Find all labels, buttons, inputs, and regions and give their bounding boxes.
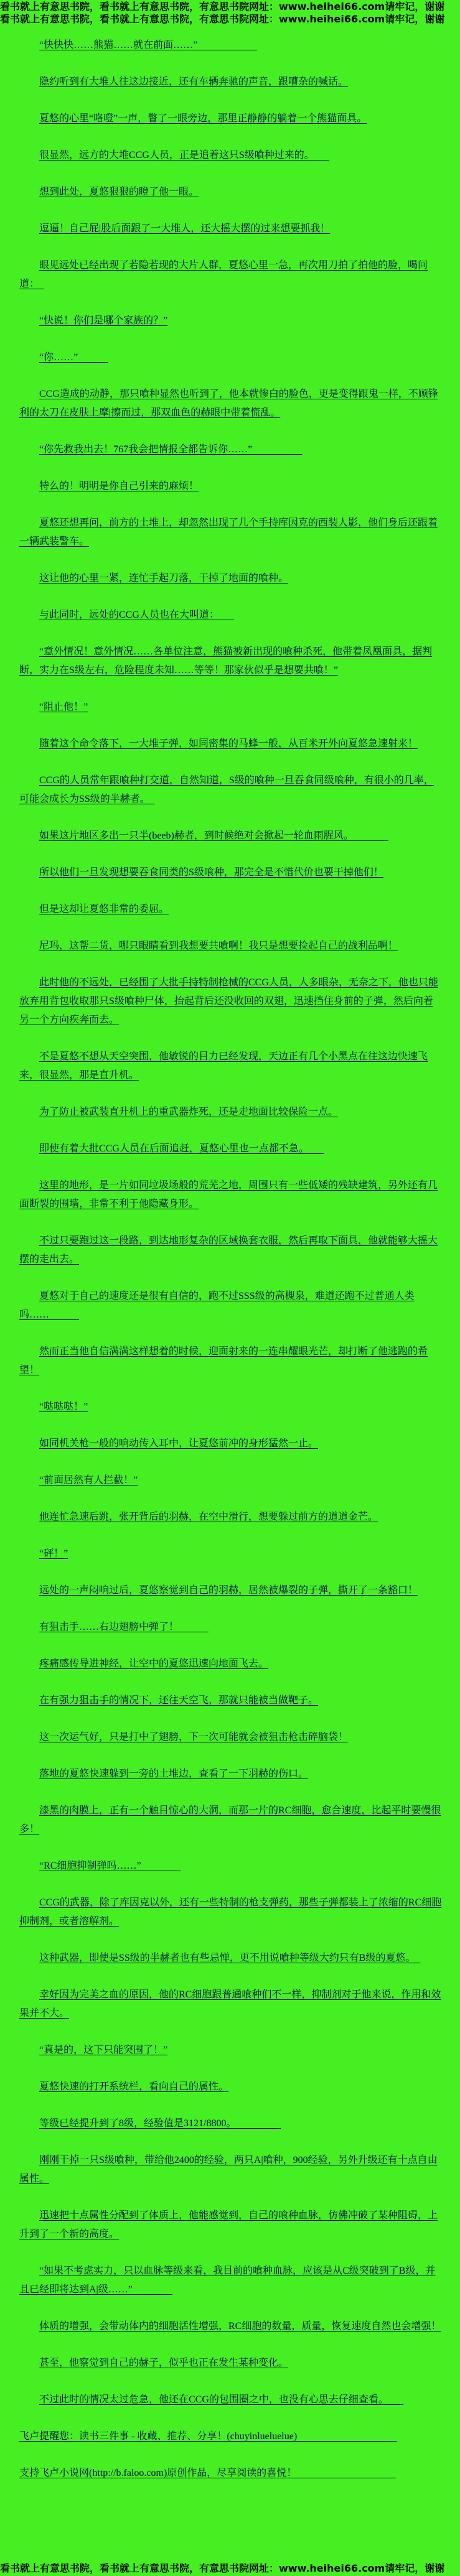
novel-paragraph: 与此同时，远处的CCG人员也在大叫道：: [39, 610, 234, 620]
novel-paragraph: 落地的夏悠快速躲到一旁的土堆边，查看了一下羽赫的伤口。: [39, 1769, 309, 1779]
novel-paragraph: 甚至，他察觉到自己的赫子，似乎也正在发生某种变化。: [39, 2358, 289, 2368]
novel-paragraph: 幸好因为完美之血的原因，他的RC细胞跟普通喰种们不一样，抑制剂对于他来说，作用和效果并不大。: [19, 1989, 441, 2019]
novel-paragraph: “你先救我出去！767我会把情报全都告诉你……”: [39, 444, 303, 455]
header-notice-line1: 看书就上有意思书院，看书就上有意思书院，有意思书院网址：www.heihei66.com请牢记，谢谢: [0, 1, 445, 12]
novel-paragraph: CCG的武器，除了库因克以外，还有一些特制的枪支弹药，那些子弹都装上了浓缩的RC细胞抑制剂，或者溶解剂。: [19, 1897, 442, 1927]
novel-paragraph: “快快快……熊猫……就在前面……”: [39, 40, 258, 50]
novel-paragraph: CCG造成的动静，那只喰种显然也听到了，他本就惨白的脸色，更是变得跟鬼一样，不顾锋利的太刀在皮肤上摩|擦而过，那双血色的赫眼中带着慌乱。: [19, 389, 438, 418]
novel-paragraph: 不过此时的情况太过危急，他还在CCG的包围圈之中，也没有心思去仔细查看。: [39, 2394, 403, 2405]
novel-paragraph: “快说！你们是哪个家族的？”: [39, 315, 168, 326]
novel-paragraph: “RC细胞抑制弹吗……”: [39, 1861, 181, 1871]
novel-paragraph: 这让他的心里一紧，连忙手起刀落，干掉了地面的喰种。: [39, 573, 289, 584]
footer-notice-line: 看书就上有意思书院，看书就上有意思书院，有意思书院网址：www.heihei66.com请牢记，谢谢: [0, 2562, 445, 2574]
novel-paragraph: 夏悠快速的打开系统栏，看向自己的属性。: [39, 2081, 229, 2092]
novel-content: [0, 18, 460, 2559]
novel-paragraph: 这一次运气好，只是打中了翅膀，下一次可能就会被狙击枪击碎脑袋！: [39, 1732, 349, 1742]
novel-paragraph: 夏悠还想再问，前方的土堆上，却忽然出现了几个手持库因克的西装人影，他们身后还跟着一辆武装警车。: [19, 518, 438, 547]
novel-paragraph: 然而正当他自信满满这样想着的时候，迎面射来的一连串耀眼光芒，却打断了他逃跑的希望！: [19, 1346, 428, 1375]
novel-paragraph: 逗逼！自己屁|股后面跟了一大堆人，还大摇大摆的过来想要抓我！: [39, 223, 331, 234]
novel-paragraph: “如果不考虑实力，只以血脉等级来看，我目前的喰种血脉，应该是从C级突破到了B级，并且已经即将达到A|级……”: [19, 2266, 436, 2295]
novel-paragraph: 支持飞卢小说网(http://b.faloo.com)原创作品，尽享阅读的喜悦！: [19, 2468, 397, 2478]
novel-paragraph: 漆黑的肉膜上，正有一个触目惊心的大洞，而那一片的RC细胞，愈合速度，比起平时要慢很多！: [19, 1805, 441, 1834]
novel-paragraph: 很显然，远方的大堆CCG人员，正是追着这只S级喰种过来的。: [39, 150, 329, 160]
novel-paragraph: CCG的人员常年跟喰种打交道，自然知道，S级的喰种一旦吞食同级喰种，有很小的几率，可能会成长为SS级的半赫者。: [19, 775, 434, 804]
novel-paragraph: 远处的一声闷响过后，夏悠察觉到自己的羽赫，居然被爆裂的子弹，撕开了一条豁口！: [39, 1585, 418, 1596]
novel-paragraph: 体质的增强，会带动体内的细胞活性增强，RC细胞的数量，质量，恢复速度自然也会增强！: [39, 2321, 441, 2332]
novel-paragraph: 特么的！明明是你自己引来的麻烦！: [39, 481, 199, 491]
novel-paragraph: 此时他的不远处，已经围了大批手持特制枪械的CCG人员，人多眼杂，无奈之下，他也只能放弃用背包收取那只S级喰种尸体，抬起背后还没收回的双翅，迅速挡住身前的子弹，然后向着另一个方向疾奔而去。: [19, 977, 438, 1025]
novel-paragraph: 这种武器，即使是SS级的半赫者也有些忌惮，更不用说喰种等级大约只有B级的夏悠。: [39, 1953, 421, 1963]
novel-paragraph: 迅速把十点属性分配到了体质上，他能感觉到，自己的喰种血脉，仿佛冲破了某种阻碍，上升到了一个新的高度。: [19, 2210, 438, 2239]
novel-paragraph: 眼见远处已经出现了若隐若现的大片人群，夏悠心里一急，再次用刀拍了拍他的脸，喝问道：: [19, 260, 428, 289]
novel-paragraph: 所以他们一旦发现想要吞食同类的S级喰种，那完全是不惜代价也要干掉他们！: [39, 867, 383, 878]
novel-paragraph: 有狙击手……右边翅膀中弹了！: [39, 1622, 209, 1632]
novel-paragraph: 他连忙急速后跳，张开背后的羽赫，在空中滑行，想要躲过前方的道道金芒。: [39, 1512, 378, 1522]
novel-paragraph: 不是夏悠不想从天空突围，他敏锐的目力已经发现，天边正有几个小黑点在往这边快速飞来，很显然，那是直升机。: [19, 1051, 428, 1081]
novel-paragraph: 但是这却让夏悠非常的委屈。: [39, 904, 169, 914]
novel-paragraph: “砰！”: [39, 1548, 68, 1559]
footer-notice: [0, 2562, 460, 2575]
novel-paragraph: 飞卢提醒您：读书三件事 - 收藏、推荐、分享！(chuyinlueluelue): [19, 2431, 397, 2442]
novel-paragraph: 夏悠的心里“咯噔”一声，瞥了一眼旁边，那里正静静的躺着一个熊猫面具。: [39, 113, 367, 124]
header-notice-line2-clipped: 看书就上有意思书院，看书就上有意思书院，有意思书院网址：www.heihei66.com请牢记，谢谢: [0, 13, 445, 25]
novel-paragraph: 疼痛感传导进神经，让空中的夏悠迅速向地面飞去。: [39, 1658, 269, 1669]
novel-paragraph: 想到此处，夏悠狠狠的瞪了他一眼。: [39, 187, 199, 197]
novel-paragraph: 如同机关枪一般的响动传入耳中，让夏悠前冲的身形猛然一止。: [39, 1438, 319, 1449]
novel-paragraph: 隐约听到有大堆人往这边接近，还有车辆奔驰的声音，跟嘈杂的喊话。: [39, 77, 349, 87]
novel-paragraph: 刚刚干掉一只S级喰种，带给他2400的经验，两只A|喰种，900经验，另外升级还有十点自由属性。: [19, 2155, 438, 2184]
novel-paragraph: “意外情况！意外情况……各单位注意，熊猫被新出现的喰种杀死，他带着凤凰面具，据判断，实力在S级左右，危险程度未知……等等！那家伙似乎是想要共喰！”: [19, 646, 433, 676]
novel-paragraph: 不过只要跑过这一段路，到达地形复杂的区域换套衣服，然后再取下面具，他就能够大摇大摆的走出去。: [19, 1235, 438, 1265]
novel-paragraph: “前面居然有人拦截！”: [39, 1475, 138, 1486]
novel-paragraph: 随着这个命令落下，一大堆子弹，如同密集的马蜂一般，从百米开外向夏悠急速射来！: [39, 738, 418, 749]
novel-paragraph: 这里的地形，是一片如同垃圾场般的荒芜之地，周围只有一些低矮的残缺建筑，另外还有几面断裂的围墙，非常不利于他隐藏身形。: [19, 1180, 438, 1209]
novel-paragraph: 等级已经提升到了8级，经验值是3121/8800。: [39, 2118, 281, 2129]
novel-paragraph: 即使有着大批CCG人员在后面追赶，夏悠心里也一点都不急。: [39, 1143, 324, 1154]
novel-paragraph: 在有强力狙击手的情况下，还往天空飞，那就只能被当做靶子。: [39, 1695, 319, 1706]
novel-paragraph: “哒哒哒！”: [39, 1402, 88, 1412]
novel-paragraph: 夏悠对于自己的速度还是很有自信的，跑不过SSS级的高槻泉，难道还跑不过普通人类吗……: [19, 1291, 415, 1320]
novel-paragraph: “你……”: [39, 352, 108, 363]
novel-paragraph: 为了防止被武装直升机上的重武器炸死，还是走地面比较保险一点。: [39, 1107, 339, 1117]
novel-paragraph: 如果这片地区多出一只半(beeb)赫者，到时候绝对会掀起一轮血雨腥风。: [39, 830, 388, 841]
novel-paragraph: “阻止他！”: [39, 702, 88, 712]
novel-paragraph: “真是的，这下只能突围了！”: [39, 2045, 168, 2055]
novel-paragraph: 尼玛，这帮二货，哪只眼睛看到我想要共喰啊！我只是想要捡起自己的战利品啊！: [39, 941, 398, 951]
header-notice: [0, 1, 460, 25]
